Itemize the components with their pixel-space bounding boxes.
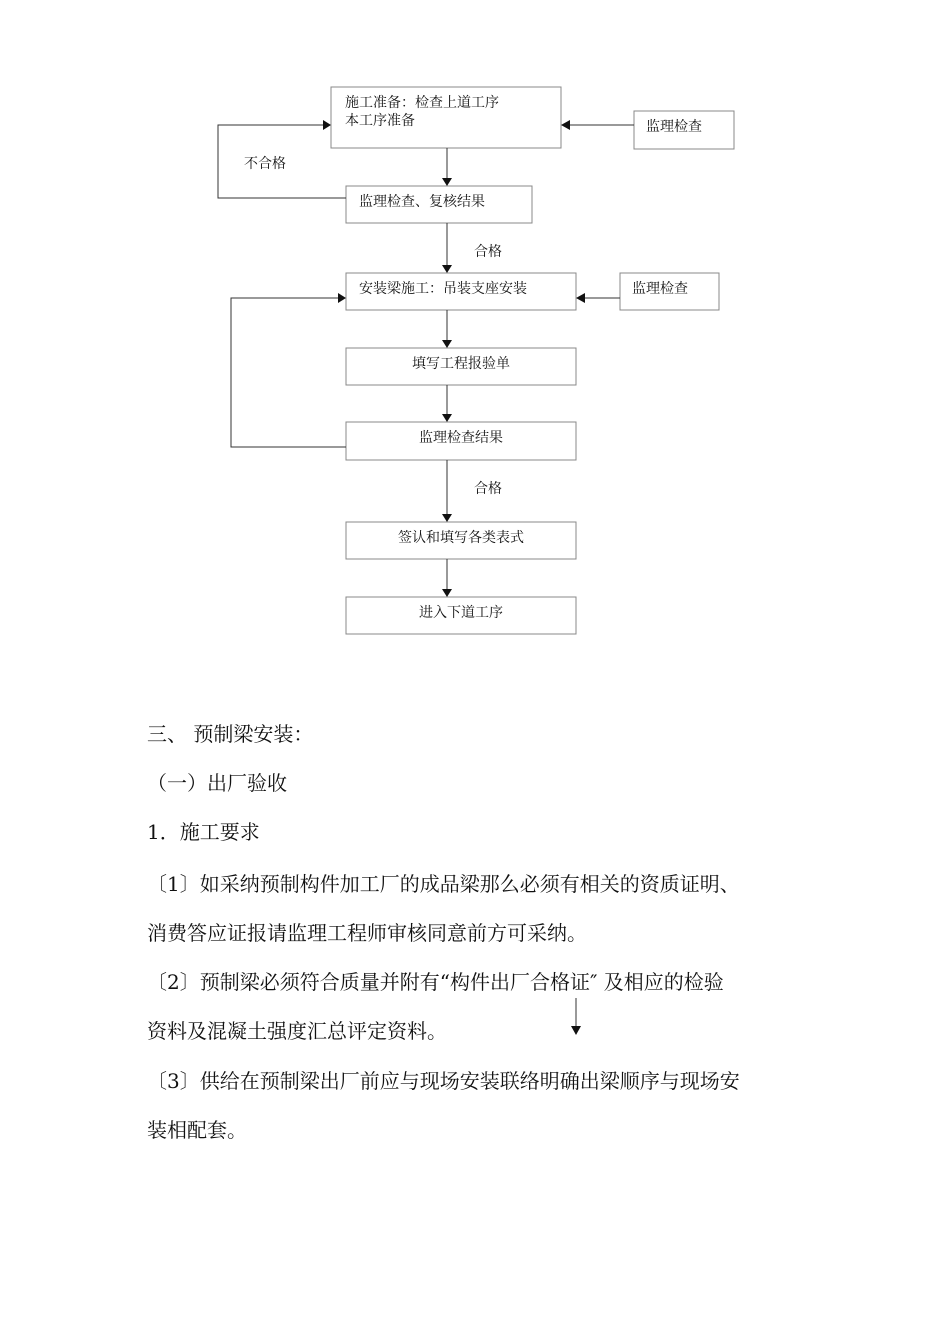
subsection-heading: （一）出厂验收: [147, 771, 287, 795]
item-heading: 1．施工要求: [147, 820, 260, 844]
arrowhead-sign: [442, 514, 452, 522]
label-fail: 不合格: [244, 156, 286, 172]
node-install-label: 安装梁施工：吊装支座安装: [359, 281, 527, 297]
arrowhead-prep-left: [323, 120, 331, 130]
arrowhead-prep-right: [561, 120, 570, 130]
paragraph-2-line-2: 资料及混凝土强度汇总评定资料。: [147, 1019, 447, 1043]
label-pass-2: 合格: [474, 481, 502, 497]
node-next-process-label: 进入下道工序: [419, 605, 503, 621]
paragraph-1-line-2: 消费答应证报请监理工程师审核同意前方可采纳。: [147, 921, 587, 945]
section-heading: 三、 预制梁安装：: [147, 722, 314, 746]
node-report-form-label: 填写工程报验单: [412, 356, 510, 372]
label-pass-1: 合格: [474, 244, 502, 260]
arrowhead-result: [442, 414, 452, 422]
node-construction-prep-line2: 本工序准备: [345, 113, 415, 129]
paragraph-3-line-1: 〔3〕供给在预制梁出厂前应与现场安装联络明确出梁顺序与现场安: [147, 1069, 740, 1093]
paragraph-3-line-2: 装相配套。: [147, 1118, 247, 1142]
paragraph-1-line-1: 〔1〕如采纳预制构件加工厂的成品梁那么必须有相关的资质证明、: [147, 872, 740, 896]
arrowhead-recheck: [442, 178, 452, 186]
arrowhead-next: [442, 589, 452, 597]
arrowhead-install-right: [576, 293, 585, 303]
node-sign-forms-label: 签认和填写各类表式: [398, 530, 524, 546]
arrowhead-install: [442, 265, 452, 273]
arrowhead-report: [442, 340, 452, 348]
node-supervisor-check-top-label: 监理检查: [646, 119, 702, 135]
node-construction-prep-line1: 施工准备：检查上道工序: [345, 95, 499, 111]
node-recheck-label: 监理检查、复核结果: [359, 194, 485, 210]
paragraph-2-line-1: 〔2〕预制梁必须符合质量并附有“构件出厂合格证″ 及相应的检验: [147, 970, 724, 994]
arrowhead-install-left: [338, 293, 346, 303]
node-supervisor-check-mid-label: 监理检查: [632, 281, 688, 297]
connector-result-loop: [231, 298, 346, 447]
stray-down-arrow-icon: [568, 998, 584, 1038]
node-check-result-label: 监理检查结果: [419, 430, 503, 446]
